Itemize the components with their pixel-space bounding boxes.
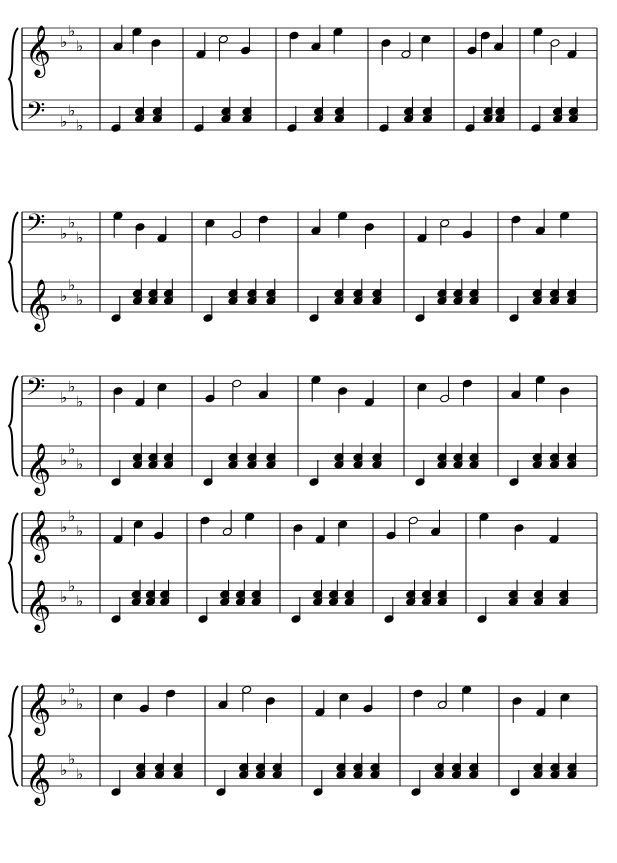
grand-staff-brace [9, 686, 18, 786]
flat-icon: ♭ [76, 694, 84, 713]
system-4 [9, 507, 597, 633]
treble-staff [22, 686, 597, 716]
flat-icon: ♭ [60, 451, 68, 469]
grand-staff-brace [9, 28, 18, 130]
flat-icon: ♭ [60, 388, 68, 407]
flat-icon: ♭ [60, 518, 68, 536]
treble-staff [22, 28, 597, 58]
flat-icon: ♭ [76, 454, 84, 473]
flat-icon: ♭ [68, 749, 76, 768]
flat-icon: ♭ [76, 116, 84, 135]
bass-staff [22, 282, 597, 312]
flat-icon: ♭ [60, 224, 68, 243]
flat-icon: ♭ [76, 764, 84, 783]
flat-icon: ♭ [76, 591, 84, 610]
system-2 [9, 209, 597, 332]
grand-staff-brace [9, 212, 18, 312]
flat-icon: ♭ [68, 679, 76, 698]
flat-icon: ♭ [68, 213, 76, 232]
flat-icon: ♭ [60, 112, 68, 131]
flat-icon: ♭ [68, 377, 76, 396]
flat-icon: ♭ [76, 36, 84, 55]
flat-icon: ♭ [68, 101, 76, 120]
flat-icon: ♭ [60, 691, 68, 709]
system-5 [9, 680, 597, 806]
bass-staff [22, 100, 597, 130]
flat-icon: ♭ [60, 33, 68, 51]
grand-staff-brace [9, 513, 18, 613]
flat-icon: ♭ [76, 392, 84, 411]
flat-icon: ♭ [76, 290, 84, 309]
treble-clef-icon: 𝄞 [25, 580, 52, 631]
flat-icon: ♭ [68, 576, 76, 595]
flat-icon: ♭ [60, 761, 68, 779]
bass-clef-icon: 𝄢 [26, 373, 46, 408]
bass-clef-icon: 𝄢 [26, 209, 46, 244]
flat-icon: ♭ [68, 275, 76, 294]
bass-staff [22, 446, 597, 476]
treble-clef-icon: 𝄞 [25, 510, 52, 561]
treble-staff [22, 513, 597, 543]
system-3 [9, 373, 597, 496]
treble-clef-icon: 𝄞 [25, 443, 52, 494]
bass-clef-icon: 𝄢 [26, 97, 46, 132]
flat-icon: ♭ [68, 439, 76, 458]
flat-icon: ♭ [76, 228, 84, 247]
bass-staff [22, 583, 597, 613]
treble-clef-icon: 𝄞 [25, 25, 52, 76]
system-1 [9, 22, 597, 135]
flat-icon: ♭ [68, 506, 76, 525]
treble-staff [22, 212, 597, 242]
bass-staff [22, 756, 597, 786]
flat-icon: ♭ [60, 588, 68, 606]
flat-icon: ♭ [76, 521, 84, 540]
treble-clef-icon: 𝄞 [25, 753, 52, 804]
flat-icon: ♭ [68, 21, 76, 40]
treble-clef-icon: 𝄞 [25, 683, 52, 734]
treble-clef-icon: 𝄞 [25, 279, 52, 330]
flat-icon: ♭ [60, 287, 68, 305]
grand-staff-brace [9, 376, 18, 476]
treble-staff [22, 376, 597, 406]
